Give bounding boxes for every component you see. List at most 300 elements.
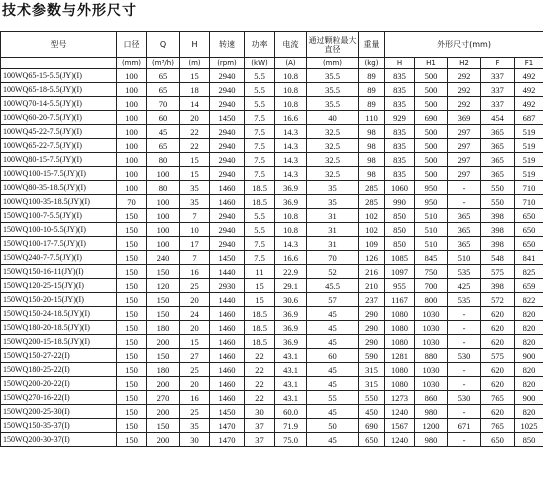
table-cell: 7.5 [245, 167, 275, 181]
table-cell: 850 [385, 237, 415, 251]
table-row [1, 181, 543, 195]
table-cell: 980 [415, 433, 448, 447]
table-cell: 1440 [210, 293, 245, 307]
table-cell: - [448, 195, 481, 209]
unit-dim-f1: F1 [515, 58, 543, 69]
table-cell: 835 [385, 97, 415, 111]
table-cell: 100 [147, 209, 180, 223]
table-cell: 45 [307, 321, 359, 335]
table-row [1, 251, 543, 265]
table-cell: 1460 [210, 363, 245, 377]
table-cell: 2940 [210, 167, 245, 181]
unit-dim-h2: H2 [448, 58, 481, 69]
table-cell: 650 [515, 209, 543, 223]
table-cell: 98 [359, 167, 385, 181]
table-cell: 800 [415, 293, 448, 307]
table-cell: 36.9 [275, 307, 307, 321]
table-cell: 650 [359, 433, 385, 447]
table-cell: 30.6 [275, 293, 307, 307]
table-cell: 45 [147, 125, 180, 139]
table-cell: 15 [180, 153, 210, 167]
table-cell: 36.9 [275, 335, 307, 349]
table-cell: 290 [359, 307, 385, 321]
table-cell: - [448, 307, 481, 321]
table-cell: 620 [481, 405, 515, 419]
table-row [1, 209, 543, 223]
table-cell: 80 [147, 181, 180, 195]
unit-caliber: (mm) [117, 58, 147, 69]
table-cell: 690 [415, 111, 448, 125]
table-cell: 2940 [210, 209, 245, 223]
table-cell: 36.9 [275, 195, 307, 209]
table-cell: 620 [481, 307, 515, 321]
model-cell: 150WQ150-27-22(I) [1, 349, 117, 363]
table-cell: 1281 [385, 349, 415, 363]
header-current: 电流 [275, 32, 307, 58]
table-cell: 36.9 [275, 181, 307, 195]
table-cell: 929 [385, 111, 415, 125]
table-cell: 150 [147, 265, 180, 279]
table-cell: 650 [515, 223, 543, 237]
table-cell: 690 [359, 419, 385, 433]
table-cell: 860 [415, 391, 448, 405]
table-cell: 7.5 [245, 111, 275, 125]
table-cell: 150 [147, 307, 180, 321]
table-cell: 1030 [415, 335, 448, 349]
table-cell: 365 [448, 209, 481, 223]
table-cell: 550 [481, 195, 515, 209]
model-cell: 100WQ70-14-5.5(JY)(I) [1, 97, 117, 111]
unit-particle: (mm) [307, 58, 359, 69]
table-cell: 180 [147, 321, 180, 335]
table-cell: 11 [245, 265, 275, 279]
table-cell: 285 [359, 181, 385, 195]
table-cell: 45 [307, 377, 359, 391]
table-cell: 102 [359, 223, 385, 237]
table-cell: 835 [385, 153, 415, 167]
table-cell: 5.5 [245, 69, 275, 83]
table-cell: 671 [448, 419, 481, 433]
table-cell: 835 [385, 139, 415, 153]
table-cell: - [448, 363, 481, 377]
table-cell: 1025 [515, 419, 543, 433]
table-cell: 100 [147, 223, 180, 237]
table-cell: 150 [117, 335, 147, 349]
table-cell: 60 [147, 111, 180, 125]
table-cell: 14.3 [275, 167, 307, 181]
table-cell: 35.5 [307, 69, 359, 83]
unit-speed: (rpm) [210, 58, 245, 69]
table-row [1, 153, 543, 167]
table-row [1, 111, 543, 125]
table-row [1, 83, 543, 97]
table-cell: 35.5 [307, 97, 359, 111]
model-cell: 100WQ100-15-7.5(JY)(I) [1, 167, 117, 181]
table-cell: 18 [180, 83, 210, 97]
table-cell: 100 [147, 237, 180, 251]
table-cell: 25 [180, 405, 210, 419]
table-row [1, 69, 543, 83]
model-cell: 150WQ180-20-18.5(JY)(I) [1, 321, 117, 335]
table-row [1, 405, 543, 419]
table-row [1, 321, 543, 335]
unit-dim-f: F [481, 58, 515, 69]
table-cell: 500 [415, 69, 448, 83]
table-cell: - [448, 321, 481, 335]
table-cell: 492 [515, 83, 543, 97]
table-cell: 850 [385, 209, 415, 223]
table-cell: 126 [359, 251, 385, 265]
table-cell: 1460 [210, 321, 245, 335]
table-cell: 18.5 [245, 181, 275, 195]
table-cell: 398 [481, 209, 515, 223]
table-cell: 45 [307, 405, 359, 419]
table-cell: 315 [359, 377, 385, 391]
table-cell: 35 [180, 195, 210, 209]
header-caliber: 口径 [117, 32, 147, 58]
table-cell: 70 [307, 251, 359, 265]
table-cell: 150 [117, 265, 147, 279]
table-cell: 575 [481, 349, 515, 363]
model-cell: 150WQ150-24-18.5(JY)(I) [1, 307, 117, 321]
table-cell: 15 [180, 335, 210, 349]
table-cell: 1567 [385, 419, 415, 433]
unit-dim-h: H [385, 58, 415, 69]
unit-weight: (kg) [359, 58, 385, 69]
table-cell: 822 [515, 293, 543, 307]
unit-current: (A) [275, 58, 307, 69]
table-cell: 7.5 [245, 237, 275, 251]
table-row [1, 363, 543, 377]
table-cell: 150 [147, 349, 180, 363]
table-cell: 22 [180, 139, 210, 153]
table-cell: 510 [415, 223, 448, 237]
table-cell: 492 [515, 69, 543, 83]
table-cell: 519 [515, 125, 543, 139]
table-cell: 950 [415, 181, 448, 195]
header-dimensions: 外形尺寸(mm) [385, 32, 543, 58]
table-cell: 500 [415, 139, 448, 153]
table-cell: 14.3 [275, 139, 307, 153]
table-cell: 1450 [210, 251, 245, 265]
table-cell: 150 [117, 419, 147, 433]
table-cell: 45 [307, 363, 359, 377]
table-cell: 365 [448, 223, 481, 237]
table-cell: 22 [180, 125, 210, 139]
table-cell: 535 [448, 265, 481, 279]
table-cell: 7.5 [245, 153, 275, 167]
model-cell: 150WQ180-25-22(I) [1, 363, 117, 377]
table-cell: 100 [147, 195, 180, 209]
table-cell: 55 [307, 391, 359, 405]
table-row [1, 265, 543, 279]
table-row [1, 279, 543, 293]
table-cell: 18.5 [245, 335, 275, 349]
table-cell: 292 [448, 83, 481, 97]
table-cell: 365 [481, 125, 515, 139]
table-cell: 337 [481, 97, 515, 111]
table-cell: 24 [180, 307, 210, 321]
table-cell: 35 [180, 181, 210, 195]
table-cell: 500 [415, 83, 448, 97]
header-speed: 转速 [210, 32, 245, 58]
table-cell: 35 [307, 181, 359, 195]
model-cell: 100WQ80-35-18.5(JY)(I) [1, 181, 117, 195]
table-cell: 15 [180, 69, 210, 83]
table-cell: 337 [481, 83, 515, 97]
table-cell: 98 [359, 125, 385, 139]
table-cell: 100 [117, 139, 147, 153]
table-cell: 519 [515, 167, 543, 181]
header-weight: 重量 [359, 32, 385, 58]
table-cell: 60 [307, 349, 359, 363]
table-cell: 290 [359, 335, 385, 349]
table-cell: 35.5 [307, 83, 359, 97]
table-cell: 43.1 [275, 349, 307, 363]
table-row [1, 419, 543, 433]
table-row [1, 433, 543, 447]
table-cell: 35 [307, 195, 359, 209]
table-cell: 1085 [385, 251, 415, 265]
table-cell: 297 [448, 125, 481, 139]
table-cell: 7.5 [245, 139, 275, 153]
table-cell: 290 [359, 321, 385, 335]
unit-power: (kW) [245, 58, 275, 69]
table-cell: 519 [515, 139, 543, 153]
table-cell: 89 [359, 69, 385, 83]
header-power: 功率 [245, 32, 275, 58]
table-cell: 27 [180, 349, 210, 363]
table-cell: 1030 [415, 363, 448, 377]
table-cell: 150 [117, 237, 147, 251]
table-cell: 32.5 [307, 153, 359, 167]
table-cell: 14.3 [275, 153, 307, 167]
table-cell: 10.8 [275, 97, 307, 111]
table-cell: 45 [307, 433, 359, 447]
table-cell: 337 [481, 69, 515, 83]
table-cell: 1080 [385, 363, 415, 377]
table-cell: 2940 [210, 69, 245, 83]
table-cell: 700 [415, 279, 448, 293]
table-cell: 365 [448, 237, 481, 251]
model-cell: 150WQ100-10-5.5(JY)(I) [1, 223, 117, 237]
table-cell: 1060 [385, 181, 415, 195]
table-cell: 530 [448, 349, 481, 363]
table-cell: 5.5 [245, 209, 275, 223]
table-cell: 98 [359, 153, 385, 167]
table-cell: 100 [147, 167, 180, 181]
table-cell: 1030 [415, 321, 448, 335]
table-cell: 200 [147, 335, 180, 349]
table-cell: 820 [515, 307, 543, 321]
table-cell: 18.5 [245, 195, 275, 209]
model-cell: 150WQ240-7-7.5(JY)(I) [1, 251, 117, 265]
table-cell: 7 [180, 251, 210, 265]
table-cell: 40 [307, 111, 359, 125]
table-cell: 1080 [385, 307, 415, 321]
table-cell: 1470 [210, 433, 245, 447]
table-cell: 297 [448, 167, 481, 181]
table-cell: 820 [515, 405, 543, 419]
table-cell: 10.8 [275, 83, 307, 97]
table-cell: 292 [448, 69, 481, 83]
table-cell: 2940 [210, 223, 245, 237]
table-row [1, 349, 543, 363]
table-cell: 620 [481, 363, 515, 377]
table-cell: 71.9 [275, 419, 307, 433]
table-cell: 2940 [210, 83, 245, 97]
table-cell: 70 [147, 97, 180, 111]
table-cell: 110 [359, 111, 385, 125]
table-row [1, 335, 543, 349]
header-q: Q [147, 32, 180, 58]
table-cell: 60.0 [275, 405, 307, 419]
table-cell: 650 [515, 237, 543, 251]
table-cell: 5.5 [245, 97, 275, 111]
model-cell: 100WQ65-22-7.5(JY)(I) [1, 139, 117, 153]
table-cell: 30 [245, 405, 275, 419]
table-cell: 20 [180, 293, 210, 307]
table-cell: 492 [515, 97, 543, 111]
table-cell: 835 [385, 167, 415, 181]
header-h: H [180, 32, 210, 58]
table-cell: 15 [245, 279, 275, 293]
table-cell: 315 [359, 363, 385, 377]
table-row [1, 195, 543, 209]
table-cell: 100 [117, 97, 147, 111]
table-cell: 16 [180, 391, 210, 405]
table-cell: 150 [117, 321, 147, 335]
table-row [1, 139, 543, 153]
table-cell: 10.8 [275, 223, 307, 237]
table-cell: 20 [180, 377, 210, 391]
table-cell: 150 [117, 433, 147, 447]
table-cell: 10.8 [275, 69, 307, 83]
unit-q: (m³/h) [147, 58, 180, 69]
table-cell: 620 [481, 321, 515, 335]
table-cell: 1200 [415, 419, 448, 433]
table-cell: 1460 [210, 335, 245, 349]
table-cell: 1460 [210, 349, 245, 363]
table-cell: 16.6 [275, 251, 307, 265]
table-cell: 14.3 [275, 125, 307, 139]
table-cell: 1440 [210, 265, 245, 279]
table-cell: 14 [180, 97, 210, 111]
table-cell: 32.5 [307, 139, 359, 153]
table-cell: 22 [245, 391, 275, 405]
table-cell: 1470 [210, 419, 245, 433]
table-cell: 1240 [385, 433, 415, 447]
table-cell: 20 [180, 321, 210, 335]
table-cell: 292 [448, 97, 481, 111]
table-cell: 900 [515, 349, 543, 363]
table-cell: 835 [385, 125, 415, 139]
table-cell: 825 [515, 265, 543, 279]
table-cell: 15 [245, 293, 275, 307]
table-cell: 150 [117, 391, 147, 405]
table-cell: 150 [117, 377, 147, 391]
table-cell: 1240 [385, 405, 415, 419]
table-cell: 70 [117, 195, 147, 209]
table-cell: 548 [481, 251, 515, 265]
table-cell: 52 [307, 265, 359, 279]
table-cell: 150 [117, 251, 147, 265]
table-cell: 900 [515, 391, 543, 405]
table-cell: 454 [481, 111, 515, 125]
table-cell: 100 [117, 69, 147, 83]
table-cell: 31 [307, 223, 359, 237]
table-cell: 590 [359, 349, 385, 363]
table-cell: 150 [147, 419, 180, 433]
table-cell: 500 [415, 125, 448, 139]
table-cell: 150 [117, 307, 147, 321]
table-cell: 200 [147, 405, 180, 419]
header-model: 型号 [1, 32, 117, 58]
table-cell: 45 [307, 307, 359, 321]
table-cell: 572 [481, 293, 515, 307]
table-cell: 550 [481, 181, 515, 195]
table-cell: 398 [481, 279, 515, 293]
table-cell: 216 [359, 265, 385, 279]
table-cell: 15 [180, 167, 210, 181]
table-cell: 36.9 [275, 321, 307, 335]
model-cell: 150WQ200-30-37(I) [1, 433, 117, 447]
table-cell: 150 [117, 349, 147, 363]
table-cell: 365 [481, 153, 515, 167]
table-cell: 43.1 [275, 363, 307, 377]
table-cell: 750 [415, 265, 448, 279]
table-cell: 150 [147, 293, 180, 307]
spec-table [0, 31, 543, 447]
table-row [1, 97, 543, 111]
model-cell: 150WQ200-15-18.5(JY)(I) [1, 335, 117, 349]
table-row [1, 167, 543, 181]
model-cell: 150WQ270-16-22(I) [1, 391, 117, 405]
table-cell: 75.0 [275, 433, 307, 447]
table-cell: 237 [359, 293, 385, 307]
table-cell: 32.5 [307, 167, 359, 181]
table-cell: 22 [245, 363, 275, 377]
model-cell: 150WQ200-20-22(I) [1, 377, 117, 391]
model-cell: 150WQ150-20-15(JY)(I) [1, 293, 117, 307]
table-cell: 22.9 [275, 265, 307, 279]
table-cell: 31 [307, 209, 359, 223]
table-cell: 1080 [385, 335, 415, 349]
table-row [1, 391, 543, 405]
table-cell: 510 [415, 237, 448, 251]
table-cell: 7.5 [245, 251, 275, 265]
header-particle: 通过颗粒最大直径 [307, 32, 359, 58]
table-cell: 100 [117, 111, 147, 125]
table-cell: 180 [147, 363, 180, 377]
model-cell: 100WQ65-18-5.5(JY)(I) [1, 83, 117, 97]
table-cell: 1450 [210, 405, 245, 419]
table-cell: 100 [117, 181, 147, 195]
table-cell: 80 [147, 153, 180, 167]
table-cell: 620 [481, 377, 515, 391]
table-cell: 31 [307, 237, 359, 251]
table-cell: 1080 [385, 321, 415, 335]
table-cell: 1460 [210, 195, 245, 209]
table-cell: 1167 [385, 293, 415, 307]
table-cell: 20 [180, 111, 210, 125]
table-cell: 841 [515, 251, 543, 265]
table-row [1, 223, 543, 237]
table-cell: 2940 [210, 97, 245, 111]
table-cell: 43.1 [275, 391, 307, 405]
page-title: 技术参数与外形尺寸 [2, 3, 137, 19]
table-cell: 980 [415, 405, 448, 419]
